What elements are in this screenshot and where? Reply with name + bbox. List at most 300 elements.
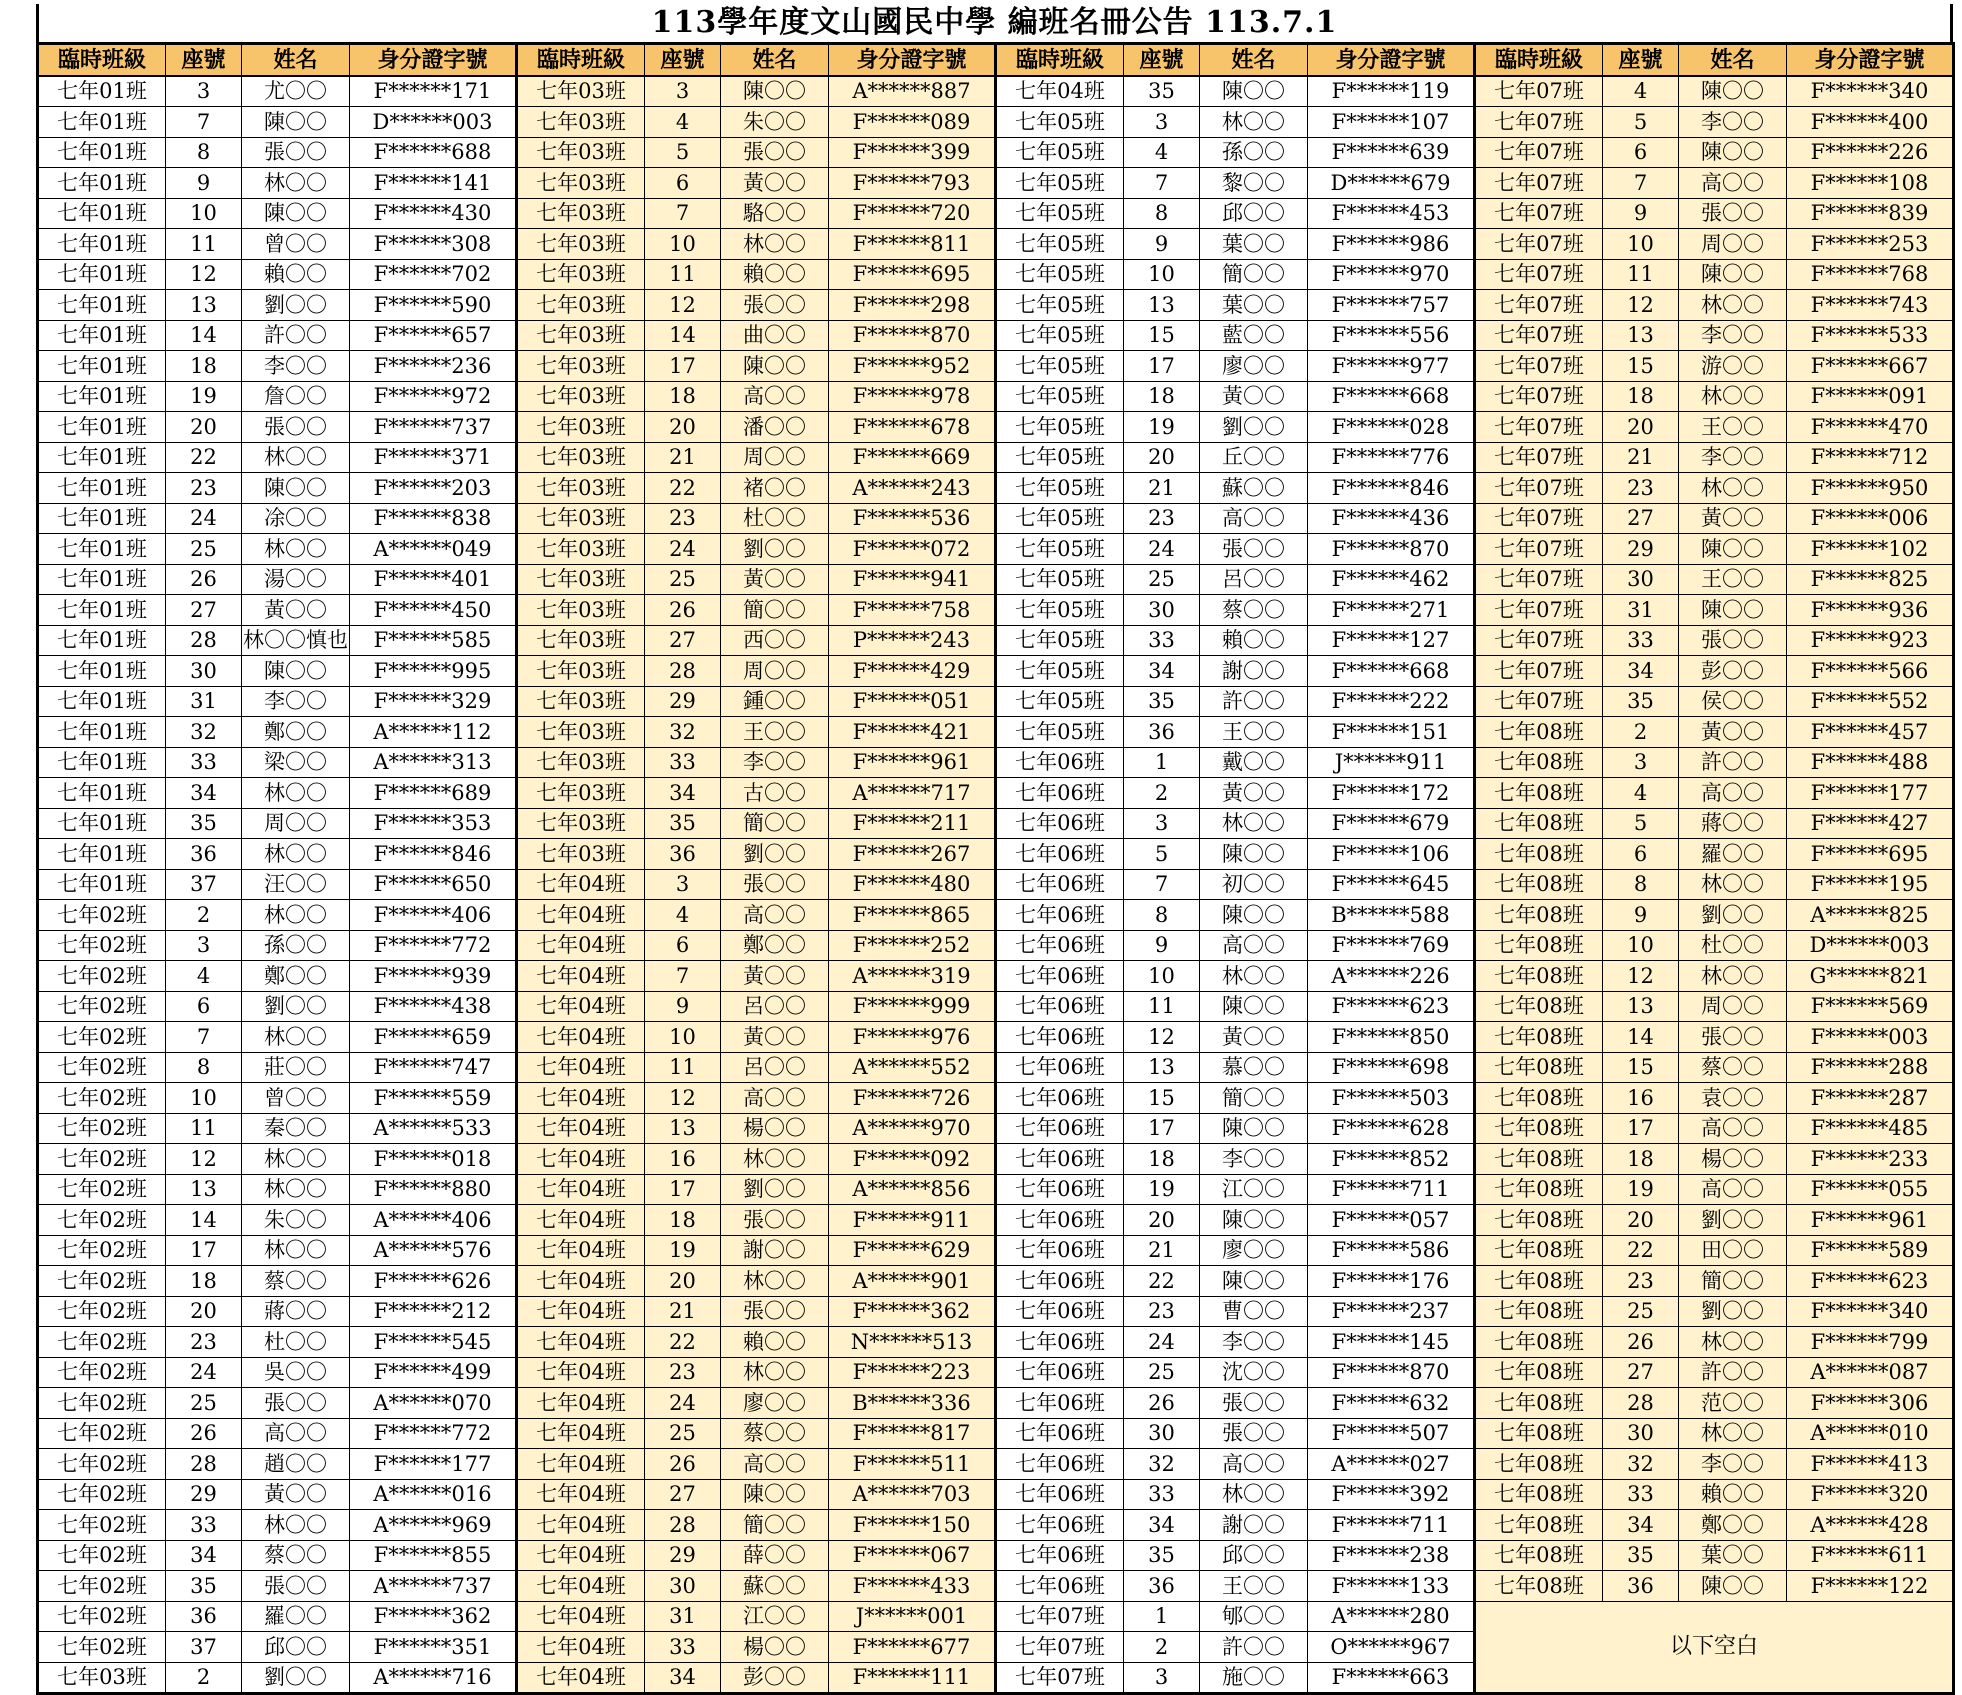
- name-cell: 陳〇〇: [1200, 1266, 1308, 1297]
- class-cell: 七年02班: [38, 1327, 166, 1358]
- id-cell: F******743: [1787, 290, 1954, 321]
- name-cell: 高〇〇: [721, 381, 829, 412]
- id-cell: F******825: [1787, 564, 1954, 595]
- id-cell: F******650: [350, 869, 517, 900]
- name-cell: 陳〇〇: [1679, 137, 1787, 168]
- table-row: [38, 534, 1954, 565]
- id-cell: F******511: [829, 1449, 996, 1480]
- class-cell: 七年08班: [1475, 991, 1603, 1022]
- seat-cell: 8: [1603, 869, 1679, 900]
- id-cell: F******092: [829, 1144, 996, 1175]
- class-cell: 七年07班: [1475, 442, 1603, 473]
- id-cell: F******663: [1308, 1662, 1475, 1694]
- name-cell: 蘇〇〇: [1200, 473, 1308, 504]
- name-cell: 劉〇〇: [721, 1174, 829, 1205]
- seat-cell: 30: [1124, 595, 1200, 626]
- class-cell: 七年03班: [517, 656, 645, 687]
- class-cell: 七年04班: [517, 1601, 645, 1632]
- class-cell: 七年07班: [1475, 76, 1603, 107]
- id-cell: F******457: [1787, 717, 1954, 748]
- id-cell: D******679: [1308, 168, 1475, 199]
- id-cell: F******253: [1787, 229, 1954, 260]
- table-row: [38, 656, 1954, 687]
- id-cell: F******172: [1308, 778, 1475, 809]
- id-cell: F******679: [1308, 808, 1475, 839]
- seat-cell: 26: [1124, 1388, 1200, 1419]
- table-row: [38, 1357, 1954, 1388]
- class-cell: 七年08班: [1475, 778, 1603, 809]
- name-cell: 林〇〇: [721, 1266, 829, 1297]
- id-cell: F******298: [829, 290, 996, 321]
- class-cell: 七年04班: [517, 1418, 645, 1449]
- name-cell: 廖〇〇: [1200, 351, 1308, 382]
- table-row: [38, 320, 1954, 351]
- seat-cell: 12: [1124, 1022, 1200, 1053]
- id-cell: F******839: [1787, 198, 1954, 229]
- name-cell: 高〇〇: [242, 1418, 350, 1449]
- id-cell: F******817: [829, 1418, 996, 1449]
- seat-cell: 11: [1603, 259, 1679, 290]
- class-cell: 七年04班: [517, 1266, 645, 1297]
- seat-cell: 28: [1603, 1388, 1679, 1419]
- name-cell: 林〇〇: [1679, 1418, 1787, 1449]
- name-cell: 鄭〇〇: [242, 717, 350, 748]
- name-cell: 廖〇〇: [1200, 1235, 1308, 1266]
- seat-cell: 17: [645, 351, 721, 382]
- name-cell: 李〇〇: [242, 686, 350, 717]
- table-row: [38, 778, 1954, 809]
- seat-cell: 24: [166, 503, 242, 534]
- seat-cell: 12: [1603, 961, 1679, 992]
- seat-cell: 25: [645, 564, 721, 595]
- id-cell: F******698: [1308, 1052, 1475, 1083]
- name-cell: 周〇〇: [242, 808, 350, 839]
- id-cell: F******106: [1308, 839, 1475, 870]
- seat-cell: 35: [645, 808, 721, 839]
- class-cell: 七年03班: [517, 473, 645, 504]
- name-cell: 曹〇〇: [1200, 1296, 1308, 1327]
- seat-cell: 17: [1124, 1113, 1200, 1144]
- name-cell: 邱〇〇: [242, 1632, 350, 1663]
- seat-cell: 17: [1124, 351, 1200, 382]
- name-cell: 廖〇〇: [721, 1388, 829, 1419]
- header-row: [38, 44, 1954, 76]
- id-cell: F******177: [350, 1449, 517, 1480]
- class-cell: 七年02班: [38, 900, 166, 931]
- class-cell: 七年06班: [996, 991, 1124, 1022]
- name-cell: 張〇〇: [1679, 1022, 1787, 1053]
- name-cell: 陳〇〇: [1679, 595, 1787, 626]
- seat-cell: 3: [1603, 747, 1679, 778]
- table-row: [38, 991, 1954, 1022]
- table-row: [38, 1235, 1954, 1266]
- id-cell: F******677: [829, 1632, 996, 1663]
- id-cell: F******401: [350, 564, 517, 595]
- seat-cell: 18: [166, 1266, 242, 1297]
- id-cell: F******559: [350, 1083, 517, 1114]
- seat-cell: 23: [1124, 1296, 1200, 1327]
- name-cell: 葉〇〇: [1200, 229, 1308, 260]
- class-cell: 七年03班: [517, 259, 645, 290]
- id-cell: F******911: [829, 1205, 996, 1236]
- class-cell: 七年01班: [38, 503, 166, 534]
- column-header: 姓名: [721, 44, 829, 76]
- seat-cell: 15: [1124, 320, 1200, 351]
- table-row: [38, 686, 1954, 717]
- id-cell: F******392: [1308, 1479, 1475, 1510]
- class-cell: 七年01班: [38, 168, 166, 199]
- name-cell: 慕〇〇: [1200, 1052, 1308, 1083]
- class-cell: 七年08班: [1475, 1052, 1603, 1083]
- seat-cell: 18: [1603, 381, 1679, 412]
- name-cell: 高〇〇: [1679, 778, 1787, 809]
- seat-cell: 29: [1603, 534, 1679, 565]
- seat-cell: 30: [166, 656, 242, 687]
- name-cell: 游〇〇: [1679, 351, 1787, 382]
- id-cell: F******238: [1308, 1540, 1475, 1571]
- class-cell: 七年08班: [1475, 1327, 1603, 1358]
- class-cell: 七年03班: [517, 168, 645, 199]
- name-cell: 黃〇〇: [1679, 717, 1787, 748]
- id-cell: F******590: [350, 290, 517, 321]
- class-cell: 七年07班: [1475, 656, 1603, 687]
- seat-cell: 14: [166, 1205, 242, 1236]
- class-cell: 七年04班: [517, 1510, 645, 1541]
- name-cell: 蔣〇〇: [242, 1296, 350, 1327]
- seat-cell: 17: [1603, 1113, 1679, 1144]
- name-cell: 陳〇〇: [1679, 1571, 1787, 1602]
- seat-cell: 19: [166, 381, 242, 412]
- name-cell: 林〇〇: [242, 168, 350, 199]
- id-cell: F******488: [1787, 747, 1954, 778]
- id-cell: F******485: [1787, 1113, 1954, 1144]
- seat-cell: 12: [166, 1144, 242, 1175]
- id-cell: F******421: [829, 717, 996, 748]
- name-cell: 林〇〇: [242, 534, 350, 565]
- id-cell: F******552: [1787, 686, 1954, 717]
- class-cell: 七年04班: [517, 1357, 645, 1388]
- seat-cell: 35: [166, 1571, 242, 1602]
- class-cell: 七年03班: [38, 1662, 166, 1694]
- id-cell: F******952: [829, 351, 996, 382]
- name-cell: 邱〇〇: [1200, 198, 1308, 229]
- name-cell: 張〇〇: [721, 869, 829, 900]
- seat-cell: 19: [1603, 1174, 1679, 1205]
- class-cell: 七年01班: [38, 107, 166, 138]
- name-cell: 賴〇〇: [721, 259, 829, 290]
- name-cell: 杜〇〇: [1679, 930, 1787, 961]
- class-cell: 七年07班: [996, 1632, 1124, 1663]
- id-cell: F******223: [829, 1357, 996, 1388]
- name-cell: 王〇〇: [721, 717, 829, 748]
- id-cell: F******669: [829, 442, 996, 473]
- name-cell: 呂〇〇: [721, 991, 829, 1022]
- class-cell: 七年02班: [38, 930, 166, 961]
- id-cell: F******970: [1308, 259, 1475, 290]
- id-cell: F******351: [350, 1632, 517, 1663]
- name-cell: 林〇〇: [242, 900, 350, 931]
- id-cell: A******406: [350, 1205, 517, 1236]
- id-cell: F******006: [1787, 503, 1954, 534]
- id-cell: F******091: [1787, 381, 1954, 412]
- name-cell: 高〇〇: [1200, 503, 1308, 534]
- id-cell: F******141: [350, 168, 517, 199]
- name-cell: 簡〇〇: [1679, 1266, 1787, 1297]
- id-cell: F******688: [350, 137, 517, 168]
- name-cell: 林〇〇慎也: [242, 625, 350, 656]
- class-cell: 七年08班: [1475, 1357, 1603, 1388]
- id-cell: F******067: [829, 1540, 996, 1571]
- class-cell: 七年02班: [38, 1479, 166, 1510]
- table-row: [38, 412, 1954, 443]
- name-cell: 楊〇〇: [721, 1113, 829, 1144]
- table-row: [38, 808, 1954, 839]
- seat-cell: 3: [645, 869, 721, 900]
- class-cell: 七年01班: [38, 442, 166, 473]
- class-cell: 七年04班: [996, 76, 1124, 107]
- id-cell: F******623: [1787, 1266, 1954, 1297]
- class-cell: 七年05班: [996, 686, 1124, 717]
- id-cell: F******211: [829, 808, 996, 839]
- id-cell: A******970: [829, 1113, 996, 1144]
- class-cell: 七年08班: [1475, 1449, 1603, 1480]
- class-cell: 七年08班: [1475, 1571, 1603, 1602]
- name-cell: 黃〇〇: [242, 595, 350, 626]
- name-cell: 彭〇〇: [1679, 656, 1787, 687]
- id-cell: F******623: [1308, 991, 1475, 1022]
- table-row: [38, 381, 1954, 412]
- name-cell: 周〇〇: [1679, 991, 1787, 1022]
- id-cell: F******880: [350, 1174, 517, 1205]
- seat-cell: 7: [1124, 168, 1200, 199]
- name-cell: 林〇〇: [242, 1510, 350, 1541]
- id-cell: F******306: [1787, 1388, 1954, 1419]
- id-cell: A******856: [829, 1174, 996, 1205]
- name-cell: 陳〇〇: [1200, 1113, 1308, 1144]
- table-row: [38, 1052, 1954, 1083]
- seat-cell: 5: [645, 137, 721, 168]
- name-cell: 劉〇〇: [1679, 1205, 1787, 1236]
- name-cell: 林〇〇: [1200, 107, 1308, 138]
- column-header: 臨時班級: [38, 44, 166, 76]
- name-cell: 賴〇〇: [721, 1327, 829, 1358]
- class-cell: 七年04班: [517, 1113, 645, 1144]
- class-cell: 七年02班: [38, 1083, 166, 1114]
- table-row: [38, 1601, 1954, 1632]
- name-cell: 高〇〇: [721, 1449, 829, 1480]
- seat-cell: 10: [166, 198, 242, 229]
- id-cell: F******668: [1308, 381, 1475, 412]
- seat-cell: 10: [1124, 259, 1200, 290]
- name-cell: 陳〇〇: [242, 198, 350, 229]
- id-cell: A******887: [829, 76, 996, 107]
- name-cell: 簡〇〇: [721, 595, 829, 626]
- name-cell: 林〇〇: [1679, 1327, 1787, 1358]
- name-cell: 陳〇〇: [1200, 991, 1308, 1022]
- name-cell: 郇〇〇: [1200, 1601, 1308, 1632]
- id-cell: A******112: [350, 717, 517, 748]
- id-cell: J******001: [829, 1601, 996, 1632]
- class-roster-table: [36, 42, 1955, 1695]
- seat-cell: 11: [645, 259, 721, 290]
- seat-cell: 22: [166, 442, 242, 473]
- name-cell: 劉〇〇: [242, 290, 350, 321]
- class-cell: 七年04班: [517, 991, 645, 1022]
- name-cell: 黃〇〇: [721, 168, 829, 199]
- class-cell: 七年04班: [517, 900, 645, 931]
- table-row: [38, 290, 1954, 321]
- seat-cell: 11: [166, 1113, 242, 1144]
- table-row: [38, 595, 1954, 626]
- name-cell: 周〇〇: [721, 442, 829, 473]
- class-cell: 七年06班: [996, 1357, 1124, 1388]
- seat-cell: 23: [645, 1357, 721, 1388]
- name-cell: 陳〇〇: [1200, 1205, 1308, 1236]
- name-cell: 王〇〇: [1200, 1571, 1308, 1602]
- id-cell: F******950: [1787, 473, 1954, 504]
- seat-cell: 20: [166, 1296, 242, 1327]
- seat-cell: 9: [1124, 229, 1200, 260]
- class-cell: 七年03班: [517, 625, 645, 656]
- name-cell: 呂〇〇: [721, 1052, 829, 1083]
- id-cell: F******720: [829, 198, 996, 229]
- id-cell: A******087: [1787, 1357, 1954, 1388]
- name-cell: 李〇〇: [1679, 107, 1787, 138]
- name-cell: 林〇〇: [1200, 808, 1308, 839]
- name-cell: 陳〇〇: [1679, 534, 1787, 565]
- class-cell: 七年03班: [517, 717, 645, 748]
- seat-cell: 4: [1124, 137, 1200, 168]
- seat-cell: 35: [1124, 686, 1200, 717]
- name-cell: 陳〇〇: [721, 1479, 829, 1510]
- name-cell: 駱〇〇: [721, 198, 829, 229]
- class-cell: 七年02班: [38, 1357, 166, 1388]
- column-header: 身分證字號: [350, 44, 517, 76]
- id-cell: F******628: [1308, 1113, 1475, 1144]
- column-header: 姓名: [1679, 44, 1787, 76]
- id-cell: F******536: [829, 503, 996, 534]
- name-cell: 朱〇〇: [242, 1205, 350, 1236]
- id-cell: D******003: [350, 107, 517, 138]
- id-cell: F******569: [1787, 991, 1954, 1022]
- name-cell: 謝〇〇: [1200, 1510, 1308, 1541]
- class-cell: 七年08班: [1475, 1113, 1603, 1144]
- table-row: [38, 442, 1954, 473]
- name-cell: 初〇〇: [1200, 869, 1308, 900]
- id-cell: F******171: [350, 76, 517, 107]
- class-cell: 七年02班: [38, 1540, 166, 1571]
- class-cell: 七年06班: [996, 1022, 1124, 1053]
- seat-cell: 7: [645, 198, 721, 229]
- name-cell: 張〇〇: [242, 1388, 350, 1419]
- name-cell: 田〇〇: [1679, 1235, 1787, 1266]
- seat-cell: 19: [1124, 1174, 1200, 1205]
- seat-cell: 23: [166, 1327, 242, 1358]
- seat-cell: 7: [166, 107, 242, 138]
- class-cell: 七年06班: [996, 1144, 1124, 1175]
- class-cell: 七年02班: [38, 1571, 166, 1602]
- seat-cell: 31: [1603, 595, 1679, 626]
- id-cell: A******576: [350, 1235, 517, 1266]
- seat-cell: 37: [166, 869, 242, 900]
- id-cell: F******177: [1787, 778, 1954, 809]
- name-cell: 黃〇〇: [242, 1479, 350, 1510]
- name-cell: 吳〇〇: [242, 1357, 350, 1388]
- seat-cell: 32: [645, 717, 721, 748]
- class-cell: 七年02班: [38, 1266, 166, 1297]
- name-cell: 王〇〇: [1679, 412, 1787, 443]
- id-cell: F******353: [350, 808, 517, 839]
- seat-cell: 35: [1603, 686, 1679, 717]
- id-cell: A******428: [1787, 1510, 1954, 1541]
- class-cell: 七年06班: [996, 1571, 1124, 1602]
- id-cell: F******976: [829, 1022, 996, 1053]
- seat-cell: 35: [1124, 1540, 1200, 1571]
- class-cell: 七年02班: [38, 1205, 166, 1236]
- id-cell: F******195: [1787, 869, 1954, 900]
- id-cell: F******657: [350, 320, 517, 351]
- seat-cell: 25: [645, 1418, 721, 1449]
- name-cell: 邱〇〇: [1200, 1540, 1308, 1571]
- id-cell: F******055: [1787, 1174, 1954, 1205]
- id-cell: F******028: [1308, 412, 1475, 443]
- name-cell: 陳〇〇: [1679, 259, 1787, 290]
- class-cell: 七年02班: [38, 1418, 166, 1449]
- class-cell: 七年02班: [38, 1632, 166, 1663]
- class-cell: 七年01班: [38, 229, 166, 260]
- name-cell: 簡〇〇: [721, 1510, 829, 1541]
- class-cell: 七年04班: [517, 1479, 645, 1510]
- id-cell: F******772: [350, 1418, 517, 1449]
- name-cell: 蔣〇〇: [1679, 808, 1787, 839]
- name-cell: 林〇〇: [721, 1144, 829, 1175]
- name-cell: 楊〇〇: [1679, 1144, 1787, 1175]
- class-cell: 七年01班: [38, 76, 166, 107]
- seat-cell: 10: [1603, 229, 1679, 260]
- name-cell: 林〇〇: [1679, 961, 1787, 992]
- id-cell: F******711: [1308, 1174, 1475, 1205]
- name-cell: 劉〇〇: [242, 991, 350, 1022]
- id-cell: F******939: [350, 961, 517, 992]
- id-cell: F******226: [1787, 137, 1954, 168]
- seat-cell: 3: [166, 930, 242, 961]
- name-cell: 高〇〇: [1679, 1174, 1787, 1205]
- class-cell: 七年02班: [38, 1174, 166, 1205]
- id-cell: F******769: [1308, 930, 1475, 961]
- id-cell: F******433: [829, 1571, 996, 1602]
- class-cell: 七年08班: [1475, 1083, 1603, 1114]
- name-cell: 陳〇〇: [1679, 76, 1787, 107]
- table-row: [38, 1113, 1954, 1144]
- seat-cell: 26: [166, 564, 242, 595]
- class-cell: 七年04班: [517, 1083, 645, 1114]
- seat-cell: 6: [1603, 839, 1679, 870]
- table-row: [38, 625, 1954, 656]
- seat-cell: 3: [1124, 107, 1200, 138]
- id-cell: F******400: [1787, 107, 1954, 138]
- name-cell: 鄭〇〇: [1679, 1510, 1787, 1541]
- name-cell: 曾〇〇: [242, 1083, 350, 1114]
- name-cell: 林〇〇: [242, 1144, 350, 1175]
- name-cell: 張〇〇: [721, 1296, 829, 1327]
- id-cell: F******145: [1308, 1327, 1475, 1358]
- seat-cell: 5: [1603, 808, 1679, 839]
- class-cell: 七年06班: [996, 961, 1124, 992]
- class-cell: 七年03班: [517, 442, 645, 473]
- name-cell: 江〇〇: [1200, 1174, 1308, 1205]
- class-cell: 七年03班: [517, 534, 645, 565]
- id-cell: B******588: [1308, 900, 1475, 931]
